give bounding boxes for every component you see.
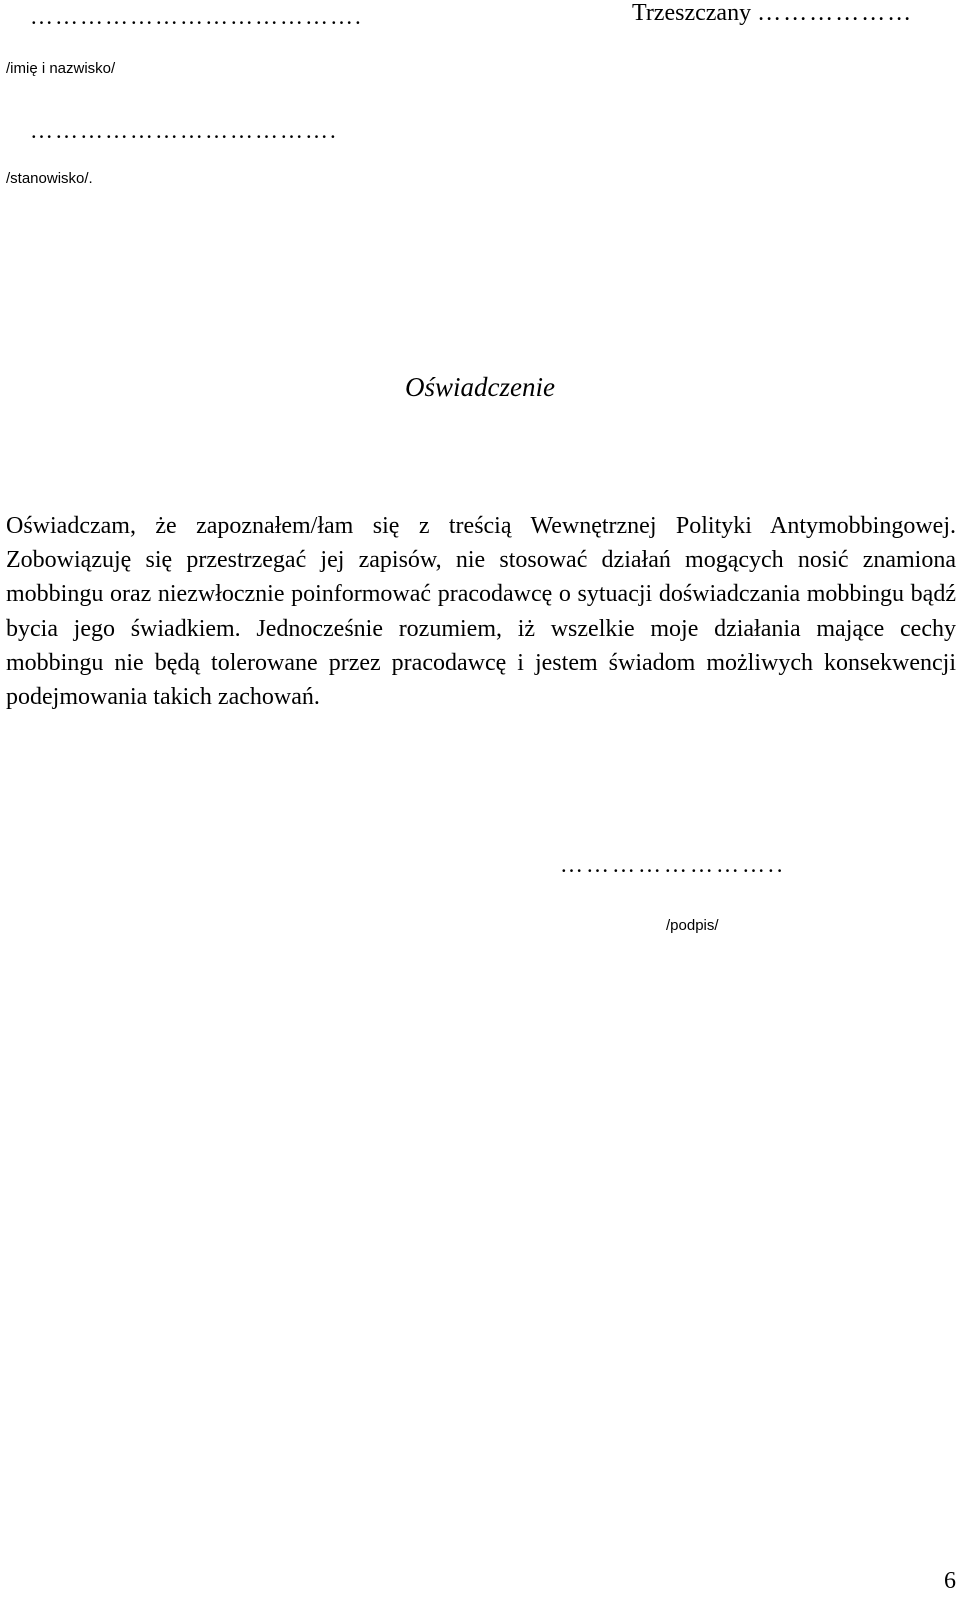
statement-paragraph: Oświadczam, że zapoznałem/łam się z treścią Wewnętrznej Polityki Antymobbingowej. Zobowiązuję się przestrzegać jej zapisów, nie stosować działań mogących nosić znamiona mobbingu oraz niezwłocznie poinformować pracodawcę o sytuacji doświadczania mobbingu bądź bycia jego świadkiem. Jednocześnie rozumiem, iż wszelkie moje działania mające cechy mobbingu nie będą tolerowane przez pracodawcę i jestem świadom możliwych konsekwencji podejmowania takich zachowań. [6, 513, 956, 711]
date-fill-line: ……………… [757, 0, 914, 26]
position-fill-line: ………………………………. [30, 118, 338, 143]
signature-label: /podpis/ [666, 917, 719, 934]
position-label: /stanowisko/. [6, 170, 93, 187]
name-label: /imię i nazwisko/ [6, 60, 116, 77]
name-fill-line: …………………………………. [30, 4, 363, 29]
signature-fill-line: …………………….. [560, 852, 786, 877]
document-title: Oświadczenie [405, 372, 555, 402]
place-name: Trzeszczany [632, 0, 752, 26]
page-number: 6 [944, 1568, 956, 1594]
place-date-line [632, 0, 913, 27]
